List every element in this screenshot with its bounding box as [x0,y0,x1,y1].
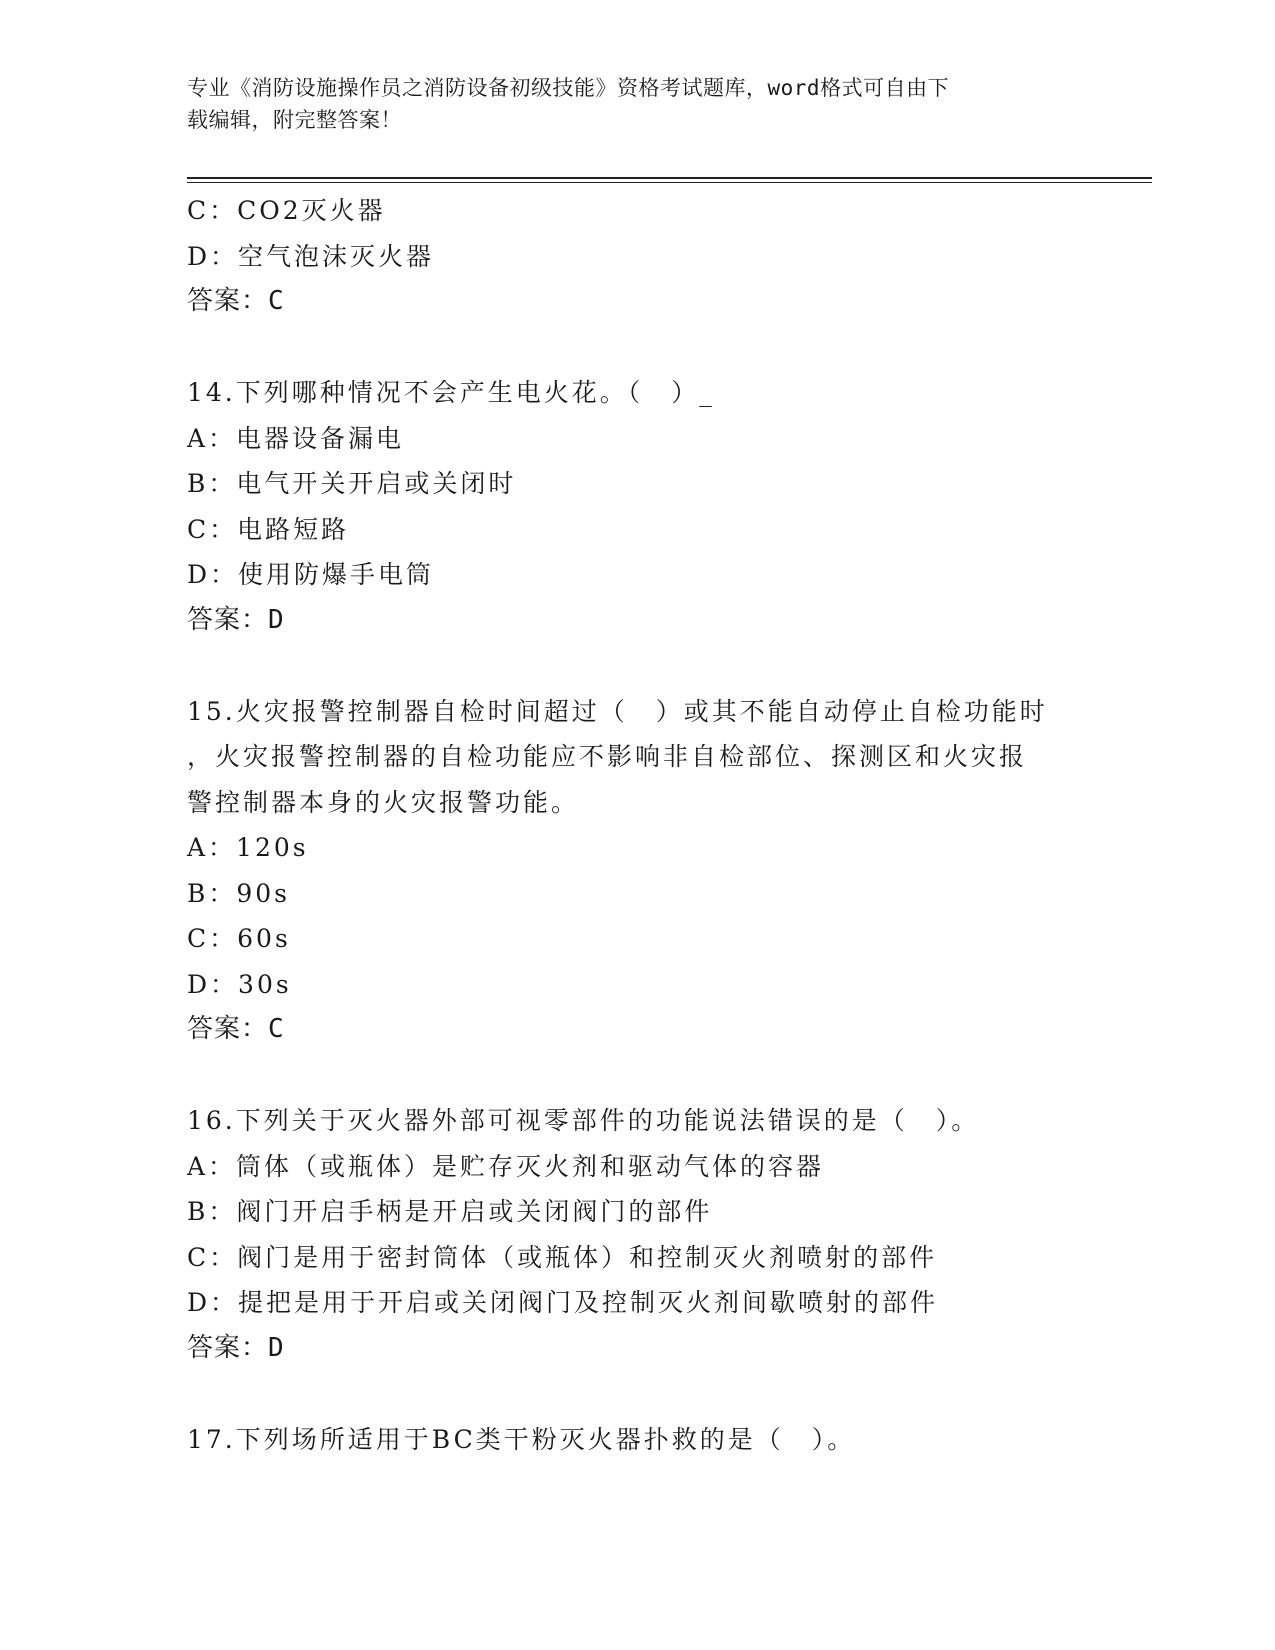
question-list [187,188,1152,1462]
option-a: A：电器设备漏电 [187,423,405,453]
answer: 答案：C [187,286,285,316]
document-header [187,72,1067,136]
question-stem-line-2: ，火灾报警控制器的自检功能应不影响非自检部位、探测区和火灾报 [187,742,1028,771]
option-d: D：空气泡沫灭火器 [187,241,435,271]
header-line-2: 载编辑，附完整答案！ [187,108,402,132]
question-stem-line-3: 警控制器本身的火灾报警功能。 [187,787,580,817]
option-b: B：电气开关开启或关闭时 [187,469,517,498]
option-d: D：使用防爆手电筒 [187,560,435,589]
option-a: A：筒体（或瓶体）是贮存灭火剂和驱动气体的容器 [187,1151,825,1181]
option-c: C：电路短路 [187,514,350,544]
option-d: D：提把是用于开启或关闭阀门及控制灭火剂间歇喷射的部件 [187,1288,939,1317]
header-line-1: 专业《消防设施操作员之消防设备初级技能》资格考试题库，word格式可自由下 [187,76,950,100]
question-16 [187,1098,1152,1371]
spacer [187,643,1152,689]
question-14 [187,370,1152,643]
spacer [187,1053,1152,1099]
spacer [187,325,1152,371]
option-b: B：阀门开启手柄是开启或关闭阀门的部件 [187,1197,713,1226]
question-stem: 17.下列场所适用于BC类干粉灭火器扑救的是（ ）。 [187,1424,856,1454]
option-c: C：CO2灭火器 [187,196,386,225]
answer: 答案：D [187,604,285,635]
question-15 [187,689,1152,1053]
header-divider-thick [187,177,1152,179]
question-stem: 16.下列关于灭火器外部可视零部件的功能说法错误的是（ ）。 [187,1106,980,1135]
spacer [187,1371,1152,1417]
question-stem: 14.下列哪种情况不会产生电火花。（ ）_ [187,378,715,407]
question-stem-line-1: 15.火灾报警控制器自检时间超过（ ）或其不能自动停止自检功能时 [187,696,1048,726]
question-13-continued [187,188,1152,325]
answer: 答案：D [187,1332,285,1363]
option-c: C：60s [187,924,291,953]
option-d: D：30s [187,969,292,999]
option-b: B：90s [187,878,291,908]
option-a: A：120s [187,833,309,862]
question-17 [187,1417,1152,1463]
option-c: C：阀门是用于密封筒体（或瓶体）和控制灭火剂喷射的部件 [187,1242,938,1272]
header-divider-thin [187,182,1152,183]
answer: 答案：C [187,1014,285,1044]
